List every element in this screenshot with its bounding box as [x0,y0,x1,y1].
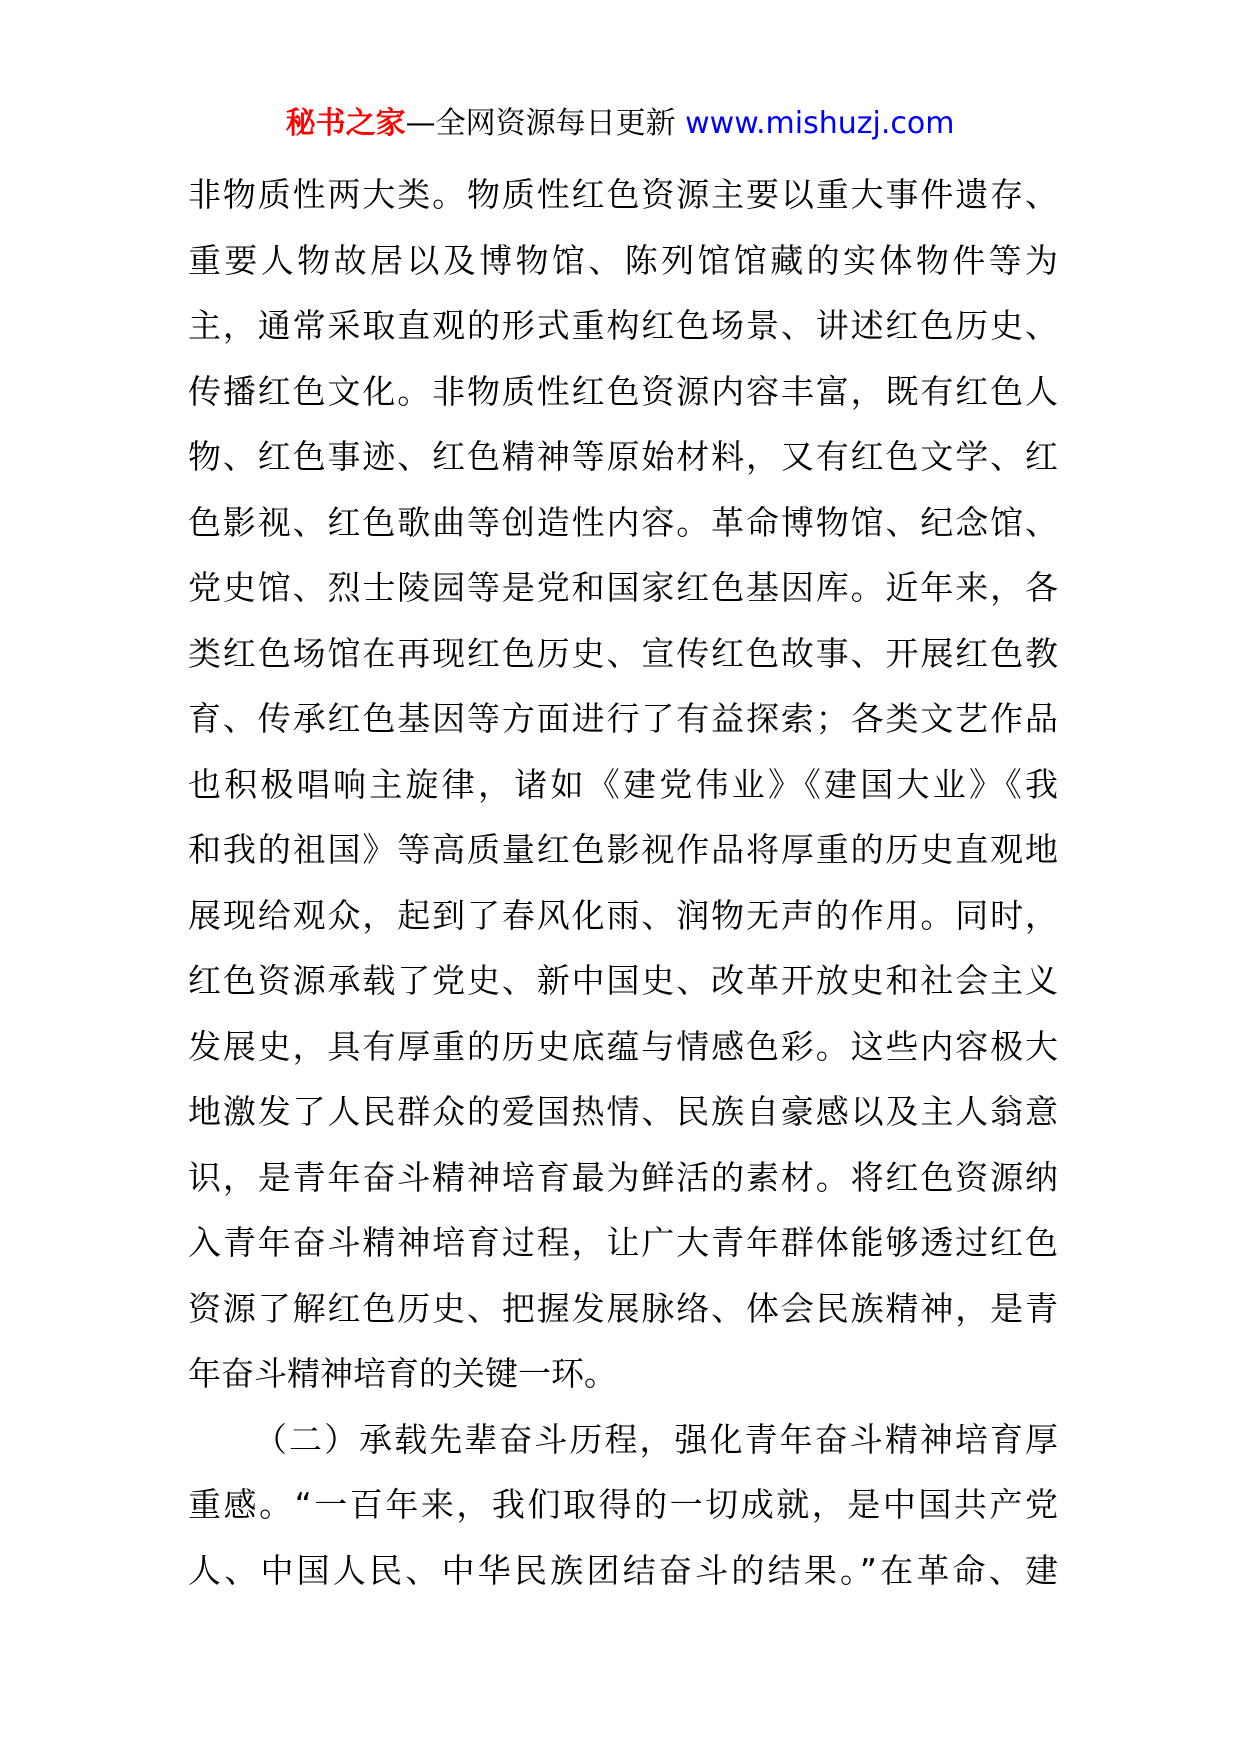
text-line: 展现给观众，起到了春风化雨、润物无声的作用。同时， [188,895,1058,935]
page-header [0,104,1240,144]
text-line: 识，是青年奋斗精神培育最为鲜活的素材。将红色资源纳 [188,1157,1058,1197]
text-line: 人、中国人民、中华民族团结奋斗的结果。”在革命、建 [188,1550,1058,1590]
text-line: 育、传承红色基因等方面进行了有益探索；各类文艺作品 [188,699,1058,738]
text-line: 物、红色事迹、红色精神等原始材料，又有红色文学、红 [188,437,1058,476]
text-line: 重要人物故居以及博物馆、陈列馆馆藏的实体物件等为 [188,240,1058,280]
body-text [188,162,1058,1603]
text-line: 也积极唱响主旋律，诸如《建党伟业》《建国大业》《我 [188,764,1058,804]
text-line: 发展史，具有厚重的历史底蕴与情感色彩。这些内容极大 [188,1026,1058,1066]
text-line: 党史馆、烈士陵园等是党和国家红色基因库。近年来，各 [188,568,1058,607]
paragraph-2 [188,1407,1058,1604]
text-line: 地激发了人民群众的爱国热情、民族自豪感以及主人翁意 [188,1092,1058,1131]
section-heading-line: （二）承载先辈奋斗历程，强化青年奋斗精神培育厚 [254,1419,1058,1459]
text-line: 红色资源承载了党史、新中国史、改革开放史和社会主义 [188,961,1058,1000]
text-line: 传播红色文化。非物质性红色资源内容丰富，既有红色人 [188,371,1058,411]
text-line: 和我的祖国》等高质量红色影视作品将厚重的历史直观地 [188,830,1058,869]
text-line: 主，通常采取直观的形式重构红色场景、讲述红色历史、 [188,306,1058,345]
text-line: 入青年奋斗精神培育过程，让广大青年群体能够透过红色 [188,1223,1058,1262]
header-url[interactable]: www.mishuzj.com [685,106,955,141]
text-line: 非物质性两大类。物质性红色资源主要以重大事件遗存、 [188,175,1058,214]
text-line: 重感。“一百年来，我们取得的一切成就，是中国共产党 [188,1485,1058,1524]
text-line: 资源了解红色历史、把握发展脉络、体会民族精神，是青 [188,1288,1058,1328]
text-line: 年奋斗精神培育的关键一环。 [188,1354,617,1393]
text-line: 类红色场馆在再现红色历史、宣传红色故事、开展红色教 [188,633,1058,673]
header-tagline: —全网资源每日更新 [405,106,686,141]
header-brand: 秘书之家 [285,106,406,141]
text-line: 色影视、红色歌曲等创造性内容。革命博物馆、纪念馆、 [188,502,1058,542]
paragraph-1 [188,162,1058,1407]
